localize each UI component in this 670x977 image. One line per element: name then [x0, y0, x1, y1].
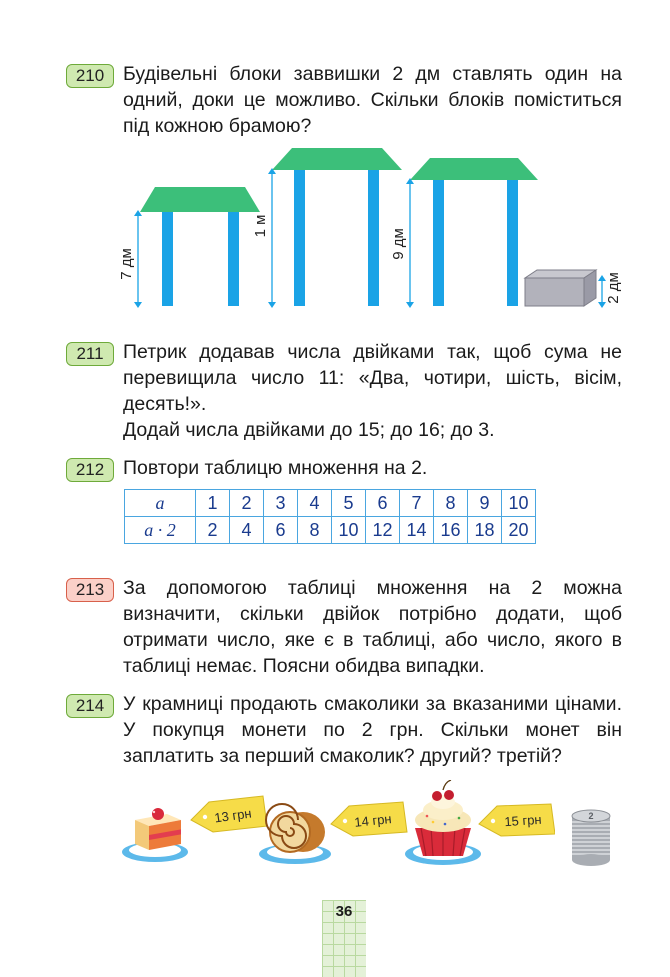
price-tag-2	[331, 802, 407, 836]
table-cell: 2	[196, 517, 230, 544]
coin-stack-image	[568, 802, 614, 868]
table-header-product: a · 2	[125, 517, 196, 544]
gate-3	[406, 158, 538, 308]
task-number-badge: 210	[66, 64, 114, 88]
table-row-a	[125, 490, 536, 517]
task-paragraph: За допомогою таблиці множення на 2 можна визначити, скільки двійок потрібно додати, щоб отримати число, яке є в таблиці, або число, якого в таблиці немає. Поясни обидва випадки.	[123, 577, 622, 677]
table-cell: 7	[400, 490, 434, 517]
task-210	[66, 63, 622, 137]
task-number-badge: 213	[66, 578, 114, 602]
page-number: 36	[335, 903, 353, 920]
table-cell: 12	[366, 517, 400, 544]
price-2: 14 грн	[353, 811, 393, 830]
task-text	[123, 339, 622, 443]
task-text	[123, 455, 622, 481]
table-cell: 8	[434, 490, 468, 517]
task-paragraph: Будівельні блоки заввишки 2 дм ставлять один на одний, доки це можливо. Скільки блоків поміститься під кожною брамою?	[123, 63, 622, 137]
task-212	[66, 458, 622, 486]
price-3: 15 грн	[503, 811, 543, 830]
table-header-a: a	[125, 490, 196, 517]
table-cell: 10	[502, 490, 536, 517]
table-cell: 4	[298, 490, 332, 517]
task-214	[66, 694, 622, 774]
task-213	[66, 578, 622, 682]
task-paragraph-2: Додай числа двійками до 15; до 16; до 3.	[123, 419, 495, 441]
gate-1-height: 7 дм	[118, 248, 135, 280]
table-cell: 6	[264, 517, 298, 544]
coin-value: 2	[588, 811, 594, 821]
cake-image	[122, 808, 188, 862]
price-tag-1	[191, 796, 267, 832]
table-row-product	[125, 517, 536, 544]
gate-3-height: 9 дм	[390, 228, 407, 260]
task-211	[66, 341, 622, 441]
gate-2	[268, 148, 402, 308]
table-cell: 16	[434, 517, 468, 544]
price-tag-3	[479, 804, 555, 836]
building-block	[525, 270, 606, 308]
gate-2-height: 1 м	[252, 214, 269, 238]
treats-illustration	[115, 780, 555, 880]
table-cell: 18	[468, 517, 502, 544]
task-number-badge: 212	[66, 458, 114, 482]
table-cell: 10	[332, 517, 366, 544]
task-text	[123, 61, 622, 139]
table-cell: 4	[230, 517, 264, 544]
table-cell: 3	[264, 490, 298, 517]
roll-image	[259, 804, 331, 864]
task-number-badge: 211	[66, 342, 114, 366]
table-cell: 5	[332, 490, 366, 517]
table-cell: 20	[502, 517, 536, 544]
table-cell: 9	[468, 490, 502, 517]
task-text	[123, 575, 622, 679]
task-number-badge: 214	[66, 694, 114, 718]
table-cell: 2	[230, 490, 264, 517]
gates-illustration	[110, 140, 630, 315]
table-cell: 14	[400, 517, 434, 544]
task-text	[123, 691, 622, 769]
gate-1	[134, 187, 260, 308]
task-paragraph: Повтори таблицю множення на 2.	[123, 457, 428, 479]
task-paragraph: Петрик додавав числа двійками так, щоб сума не перевищила число 11: «Два, чотири, шість, вісім, десять!».	[123, 341, 622, 415]
multiplication-table	[124, 489, 536, 544]
cupcake-image	[405, 780, 481, 865]
table-cell: 6	[366, 490, 400, 517]
table-cell: 1	[196, 490, 230, 517]
block-height: 2 дм	[605, 272, 622, 304]
price-1: 13 грн	[213, 805, 253, 826]
task-paragraph: У крамниці продають смаколики за вказаними цінами. У покупця монети по 2 грн. Скільки монет він заплатить за перший смаколик? другий? третій?	[123, 693, 622, 767]
table-cell: 8	[298, 517, 332, 544]
